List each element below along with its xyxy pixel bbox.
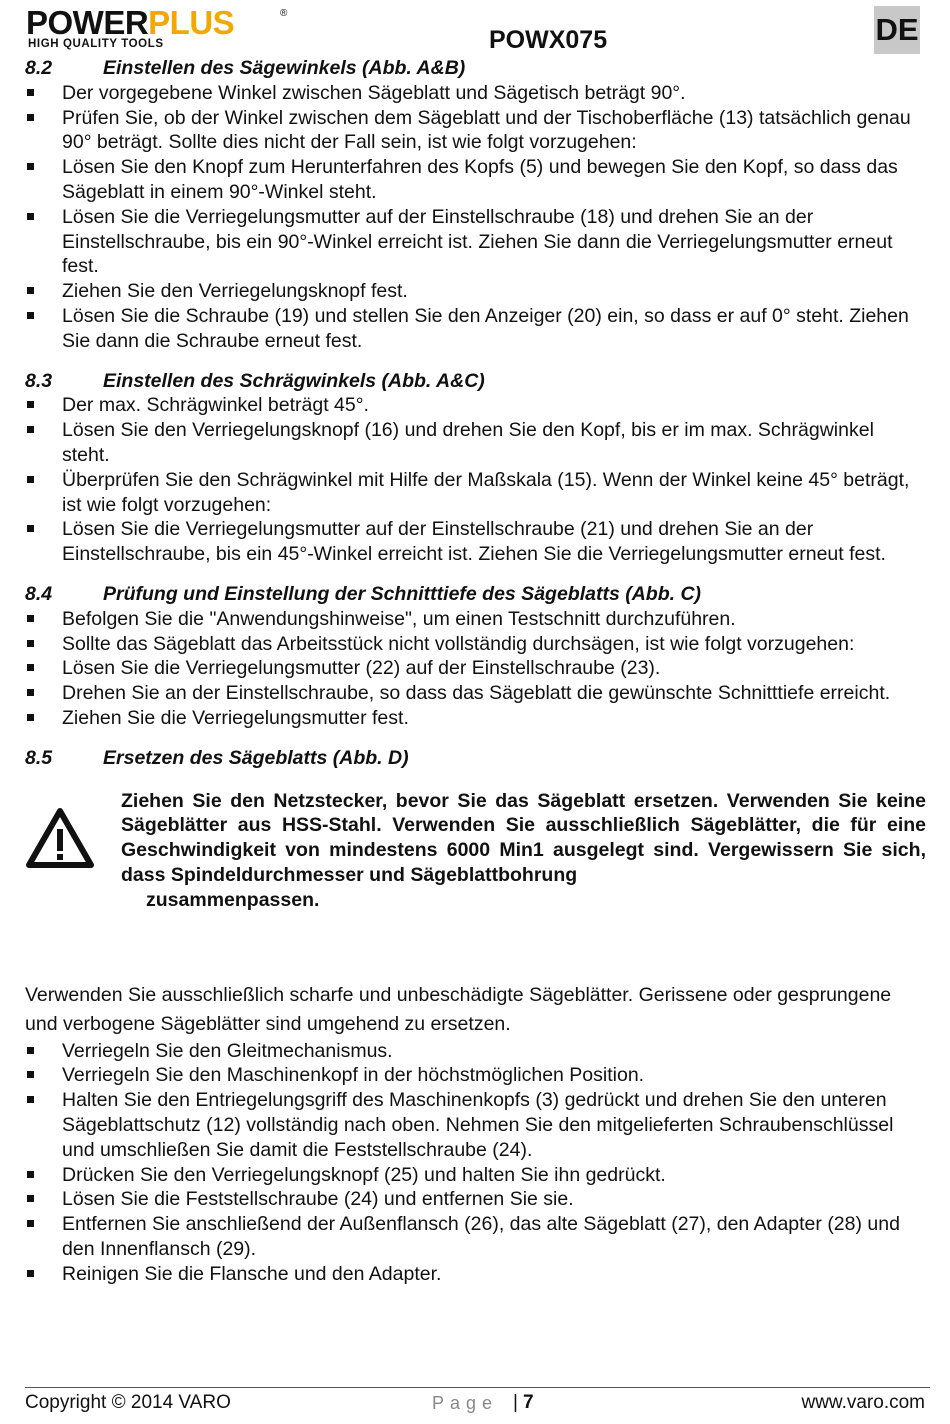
section-number: 8.5 bbox=[25, 746, 53, 769]
list-item-text: Verriegeln Sie den Maschinenkopf in der höchstmöglichen Position. bbox=[62, 1064, 645, 1087]
logo-word-accent: PLUS bbox=[148, 4, 235, 41]
bullet-icon bbox=[27, 287, 34, 294]
website-link[interactable]: www.varo.com bbox=[801, 1392, 925, 1413]
list-item bbox=[25, 81, 925, 106]
list-item bbox=[25, 681, 925, 706]
section-title: Ersetzen des Sägeblatts (Abb. D) bbox=[103, 746, 409, 769]
page-footer bbox=[25, 1392, 925, 1418]
section-heading bbox=[25, 746, 925, 771]
list-item bbox=[25, 1063, 925, 1088]
list-item bbox=[25, 106, 925, 156]
bullet-icon bbox=[27, 401, 34, 408]
list-item-text: Befolgen Sie die "Anwendungshinweise", um einen Testschnitt durchzuführen. bbox=[62, 607, 736, 630]
bullet-icon bbox=[27, 89, 34, 96]
language-badge: DE bbox=[874, 6, 920, 54]
list-item bbox=[25, 468, 925, 518]
list-item-text: Ziehen Sie den Verriegelungsknopf fest. bbox=[62, 280, 408, 303]
list-item-text: Verriegeln Sie den Gleitmechanismus. bbox=[62, 1039, 393, 1062]
list-item-text: Der max. Schrägwinkel beträgt 45°. bbox=[62, 394, 369, 417]
list-item-text: Drehen Sie an der Einstellschraube, so dass das Sägeblatt die gewünschte Schnitttiefe erreicht. bbox=[62, 682, 891, 705]
bullet-icon bbox=[27, 1047, 34, 1054]
list-item-text: Lösen Sie die Verriegelungsmutter auf der Einstellschraube (18) und drehen Sie an der Einstellschraube, bis ein 90°-Winkel erreicht ist. Ziehen Sie dann die Verriegelungsmutter erneut fest. bbox=[62, 205, 893, 278]
list-item bbox=[25, 279, 925, 304]
section-8-3 bbox=[25, 369, 925, 567]
warning-triangle-icon bbox=[25, 807, 95, 869]
bullet-list bbox=[25, 607, 925, 731]
list-item bbox=[25, 205, 925, 279]
section-number: 8.3 bbox=[25, 369, 53, 392]
warning-notice bbox=[25, 789, 925, 919]
bullet-icon bbox=[27, 213, 34, 220]
list-item-text: Entfernen Sie anschließend der Außenflansch (26), das alte Sägeblatt (27), den Adapter (28) und den Innenflansch (29). bbox=[62, 1213, 900, 1260]
list-item bbox=[25, 1163, 925, 1188]
page-separator: | bbox=[513, 1392, 518, 1413]
model-number: POWX075 bbox=[489, 26, 608, 54]
list-item-text: Prüfen Sie, ob der Winkel zwischen dem Sägeblatt und der Tischoberfläche (13) tatsächlich genau 90° beträgt. Sollte dies nicht der Fall sein, ist wie folgt vorzugehen: bbox=[62, 106, 911, 154]
list-item bbox=[25, 1262, 925, 1287]
page-header bbox=[0, 0, 950, 60]
list-item bbox=[25, 607, 925, 632]
list-item bbox=[25, 1187, 925, 1212]
section-number: 8.2 bbox=[25, 57, 53, 79]
list-item bbox=[25, 304, 925, 354]
bullet-icon bbox=[27, 689, 34, 696]
bullet-icon bbox=[27, 1270, 34, 1277]
warning-text-main: Ziehen Sie den Netzstecker, bevor Sie das Sägeblatt ersetzen. Verwenden Sie keine Sägeblätter aus HSS-Stahl. Verwenden Sie ausschließlich Sägeblätter, die für eine Geschwindigkeit von mindestens 6000 Min1 ausgelegt sind. Vergewissern Sie sich, dass Spindeldurchmesser und Sägeblattbohrung bbox=[121, 789, 926, 886]
list-item bbox=[25, 393, 925, 418]
bullet-icon bbox=[27, 1220, 34, 1227]
list-item bbox=[25, 632, 925, 657]
list-item bbox=[25, 1039, 925, 1064]
bullet-icon bbox=[27, 163, 34, 170]
section-8-4 bbox=[25, 582, 925, 731]
section-heading bbox=[25, 369, 925, 394]
list-item bbox=[25, 155, 925, 205]
list-item-text: Lösen Sie den Verriegelungsknopf (16) und drehen Sie den Kopf, bis er im max. Schrägwinkel steht. bbox=[62, 419, 874, 466]
list-item-text: Lösen Sie die Schraube (19) und stellen Sie den Anzeiger (20) ein, so dass er auf 0° steht. Ziehen Sie dann die Schraube erneut fest. bbox=[62, 304, 909, 352]
bullet-icon bbox=[27, 640, 34, 647]
list-item bbox=[25, 418, 925, 468]
section-heading bbox=[25, 582, 925, 607]
bullet-icon bbox=[27, 476, 34, 483]
list-item bbox=[25, 656, 925, 681]
logo-word-dark: POWER bbox=[26, 4, 149, 41]
list-item-text: Überprüfen Sie den Schrägwinkel mit Hilfe der Maßskala (15). Wenn der Winkel keine 45° beträgt, ist wie folgt vorzugehen: bbox=[62, 468, 910, 516]
list-item-text: Lösen Sie die Verriegelungsmutter (22) auf der Einstellschraube (23). bbox=[62, 657, 661, 680]
section-title: Prüfung und Einstellung der Schnitttiefe des Sägeblatts (Abb. C) bbox=[103, 582, 702, 605]
list-item-text: Sollte das Sägeblatt das Arbeitsstück nicht vollständig durchsägen, ist wie folgt vorzugehen: bbox=[62, 632, 855, 655]
list-item bbox=[25, 517, 925, 567]
logo-wordmark bbox=[26, 6, 234, 40]
warning-text-last: zusammenpassen. bbox=[146, 888, 320, 911]
list-item-text: Halten Sie den Entriegelungsgriff des Maschinenkopfs (3) gedrückt und drehen Sie den unteren Sägeblattschutz (12) vollständig nach oben. Nehmen Sie den mitgelieferten Schraubenschlüssel und umschließen Sie damit die Feststellschraube (24). bbox=[62, 1089, 894, 1161]
bullet-icon bbox=[27, 714, 34, 721]
list-item-text: Lösen Sie den Knopf zum Herunterfahren des Kopfs (5) und bewegen Sie den Kopf, so dass das Sägeblatt in einem 90°-Winkel steht. bbox=[62, 156, 898, 203]
bullet-icon bbox=[27, 426, 34, 433]
bullet-icon bbox=[27, 1171, 34, 1178]
list-item bbox=[25, 706, 925, 731]
section-number: 8.4 bbox=[25, 582, 53, 605]
bullet-icon bbox=[27, 525, 34, 532]
page-label: Page bbox=[432, 1393, 499, 1413]
powerplus-logo bbox=[26, 6, 296, 52]
blade-paragraph: Verwenden Sie ausschließlich scharfe und unbeschädigte Sägeblätter. Gerissene oder gesprungene und verbogene Sägeblätter sind umgehend zu ersetzen. bbox=[25, 983, 892, 1035]
logo-registered-mark: ® bbox=[280, 8, 288, 19]
blade-replacement-steps bbox=[25, 1039, 925, 1287]
list-item-text: Lösen Sie die Feststellschraube (24) und entfernen Sie sie. bbox=[62, 1188, 574, 1211]
document-body bbox=[25, 56, 925, 1286]
logo-tagline: HIGH QUALITY TOOLS bbox=[28, 38, 164, 50]
bullet-icon bbox=[27, 1071, 34, 1078]
copyright-text: Copyright © 2014 VARO bbox=[25, 1392, 231, 1413]
footer-divider bbox=[25, 1387, 930, 1388]
page-number: 7 bbox=[523, 1392, 534, 1413]
bullet-icon bbox=[27, 1096, 34, 1103]
section-8-5 bbox=[25, 746, 925, 919]
bullet-icon bbox=[27, 312, 34, 319]
bullet-icon bbox=[27, 664, 34, 671]
section-8-2 bbox=[25, 56, 925, 354]
bullet-list bbox=[25, 81, 925, 354]
list-item-text: Der vorgegebene Winkel zwischen Sägeblatt und Sägetisch beträgt 90°. bbox=[62, 81, 686, 104]
list-item bbox=[25, 1212, 925, 1262]
list-item-text: Reinigen Sie die Flansche und den Adapter. bbox=[62, 1262, 442, 1285]
list-item-text: Drücken Sie den Verriegelungsknopf (25) und halten Sie ihn gedrückt. bbox=[62, 1163, 666, 1186]
section-title: Einstellen des Sägewinkels (Abb. A&B) bbox=[103, 57, 466, 79]
bullet-list bbox=[25, 393, 925, 567]
bullet-icon bbox=[27, 1195, 34, 1202]
section-heading bbox=[25, 56, 925, 81]
bullet-icon bbox=[27, 114, 34, 121]
list-item-text: Ziehen Sie die Verriegelungsmutter fest. bbox=[62, 706, 409, 729]
warning-text bbox=[121, 789, 926, 913]
bullet-icon bbox=[27, 615, 34, 622]
section-title: Einstellen des Schrägwinkels (Abb. A&C) bbox=[103, 369, 485, 392]
list-item bbox=[25, 1088, 925, 1162]
list-item-text: Lösen Sie die Verriegelungsmutter auf der Einstellschraube (21) und drehen Sie an der Einstellschraube, bis ein 45°-Winkel erreicht ist. Ziehen Sie die Verriegelungsmutter erneut fest. bbox=[62, 518, 886, 566]
